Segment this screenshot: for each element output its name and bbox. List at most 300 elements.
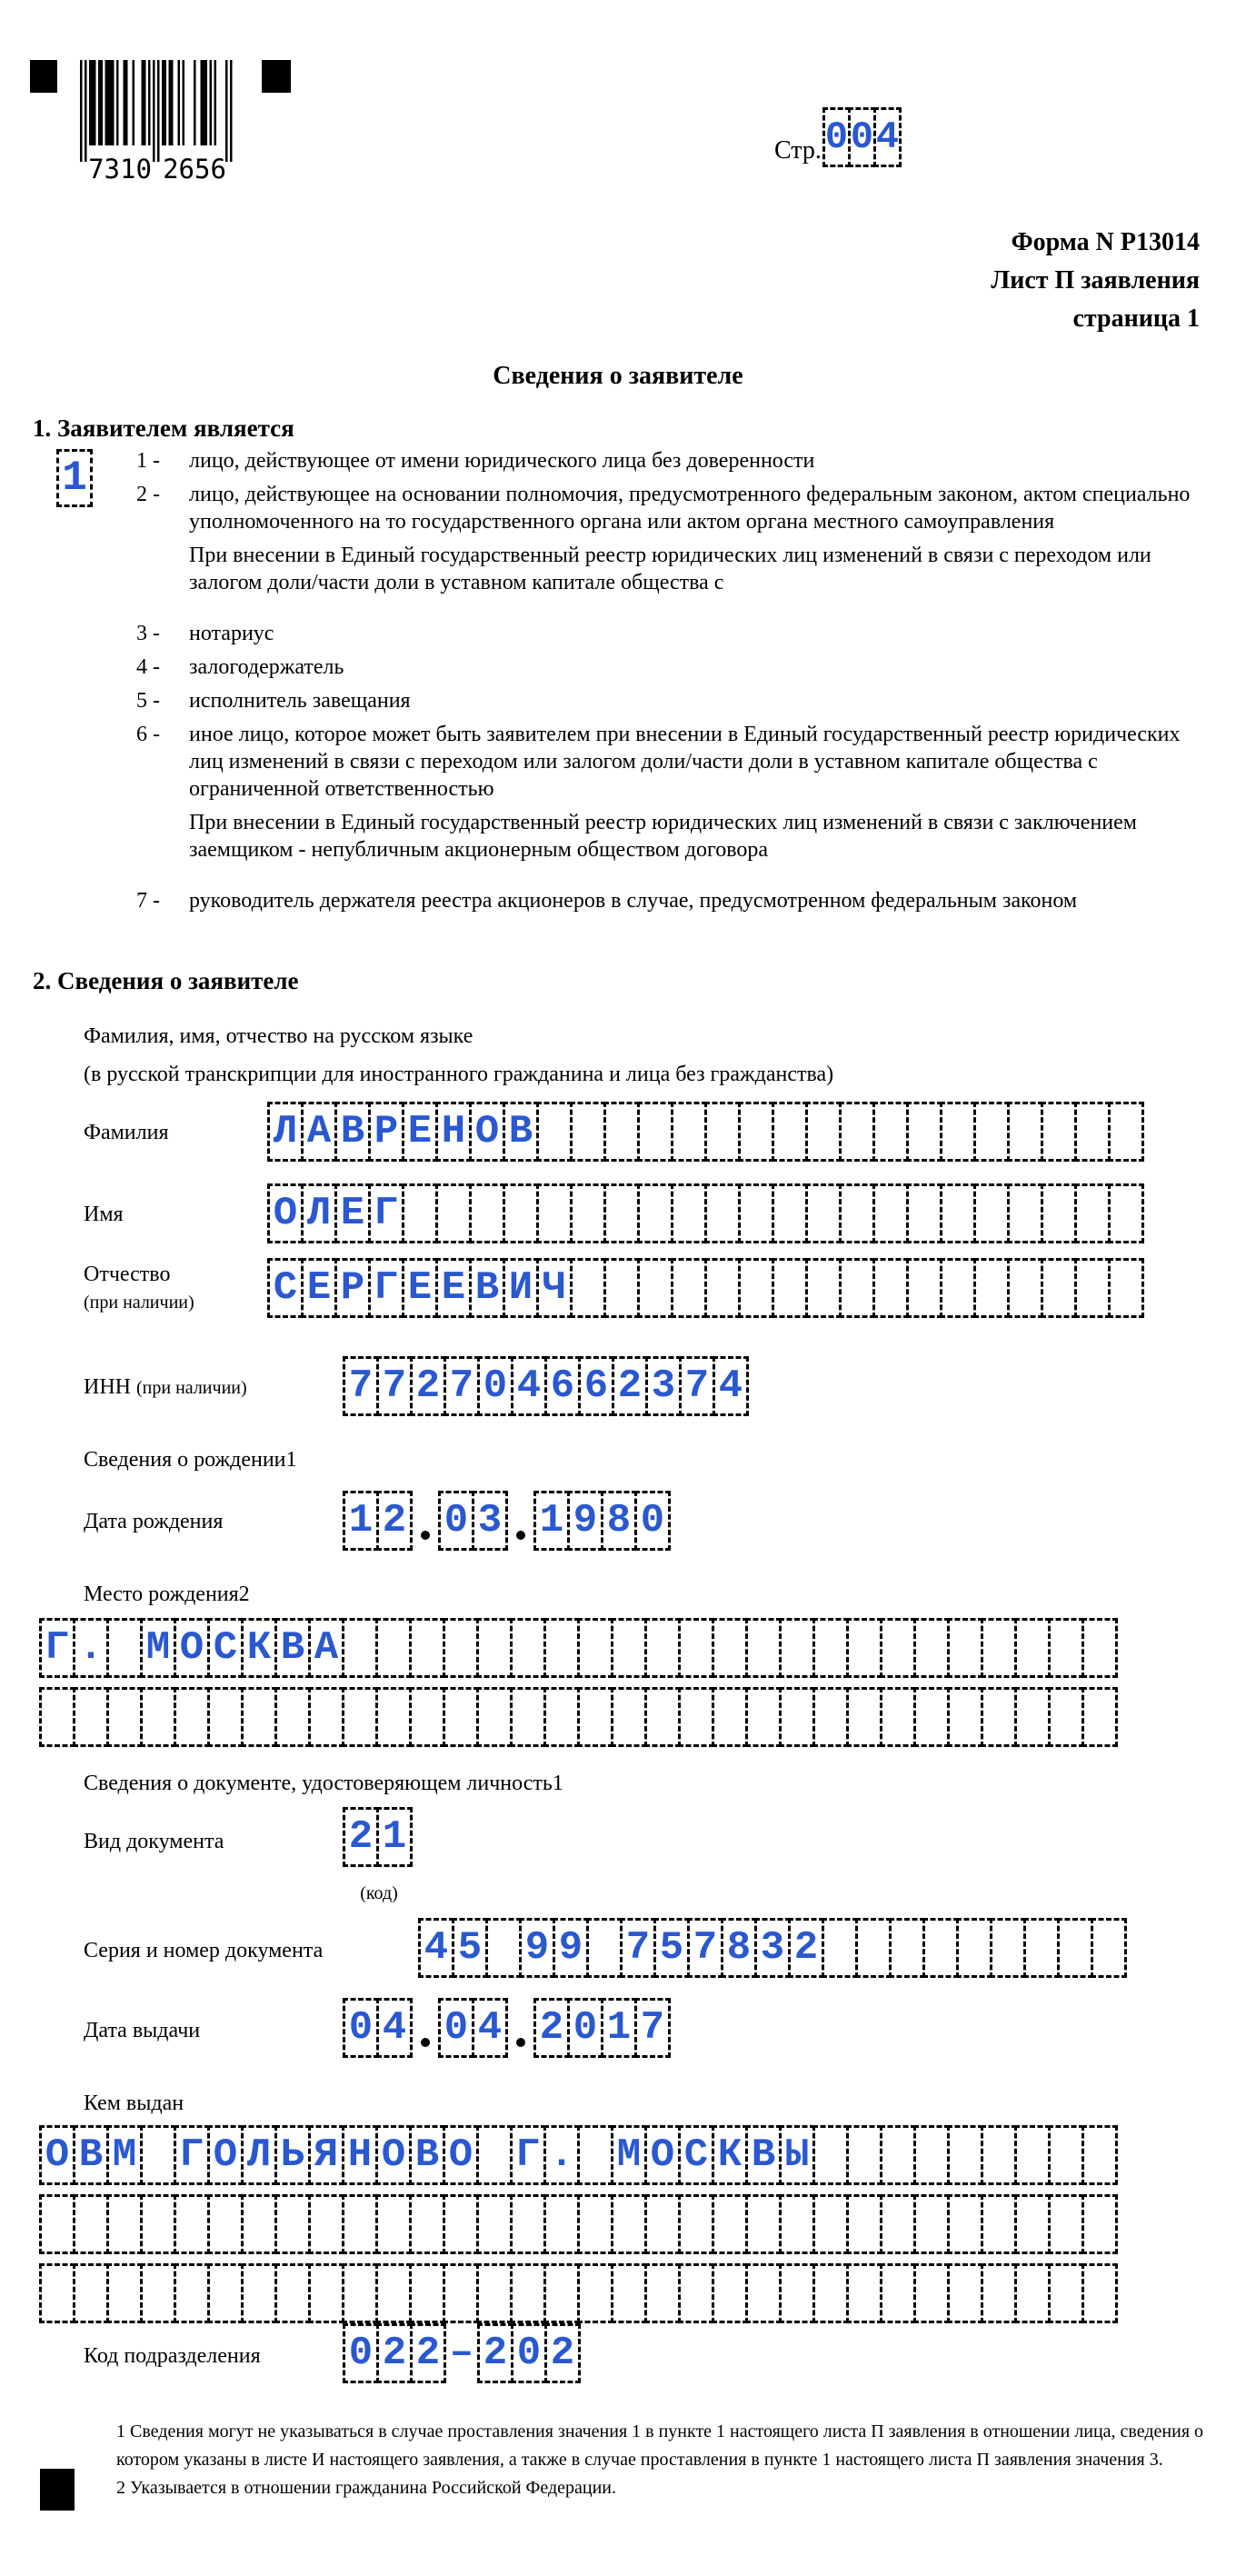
char-cell[interactable]: 3 (754, 1918, 791, 1978)
char-cell[interactable]: Е (402, 1258, 438, 1318)
char-cell[interactable] (913, 2263, 950, 2323)
char-cell[interactable] (1091, 1918, 1127, 1978)
char-cell[interactable] (1014, 2125, 1051, 2185)
char-cell[interactable]: 1 (376, 1807, 413, 1867)
char-cell[interactable]: М (106, 2125, 143, 2185)
char-cell[interactable] (1014, 1687, 1051, 1747)
patronymic-input[interactable] (267, 1258, 1144, 1318)
char-cell[interactable] (880, 2125, 916, 2185)
char-cell[interactable] (812, 1687, 849, 1747)
char-cell[interactable] (940, 1102, 976, 1162)
char-cell[interactable] (990, 1918, 1026, 1978)
char-cell[interactable]: 2 (410, 1356, 446, 1416)
char-cell[interactable] (140, 2263, 176, 2323)
char-cell[interactable]: 7 (376, 1356, 413, 1416)
char-cell[interactable] (106, 1618, 143, 1678)
char-cell[interactable]: 7 (620, 1918, 656, 1978)
char-cell[interactable]: 2 (533, 1998, 570, 2058)
char-cell[interactable] (1014, 2263, 1051, 2323)
char-cell[interactable] (812, 2194, 849, 2254)
char-cell[interactable]: О (443, 2125, 479, 2185)
char-cell[interactable] (846, 2194, 882, 2254)
char-cell[interactable] (745, 1687, 782, 1747)
char-cell[interactable]: Ч (536, 1258, 573, 1318)
char-cell[interactable]: 2 (376, 1491, 413, 1551)
char-cell[interactable]: В (745, 2125, 782, 2185)
char-cell[interactable] (611, 2194, 647, 2254)
char-cell[interactable] (476, 2125, 513, 2185)
char-cell[interactable] (704, 1258, 741, 1318)
char-cell[interactable] (140, 2194, 176, 2254)
char-cell[interactable] (1057, 1918, 1093, 1978)
char-cell[interactable] (1082, 1687, 1118, 1747)
char-cell[interactable] (805, 1102, 842, 1162)
char-cell[interactable]: Н (435, 1102, 472, 1162)
char-cell[interactable]: 2 (477, 2323, 513, 2383)
char-cell[interactable] (779, 2194, 815, 2254)
char-cell[interactable] (772, 1102, 808, 1162)
char-cell[interactable] (342, 1687, 378, 1747)
char-cell[interactable] (644, 2194, 681, 2254)
char-cell[interactable]: 9 (519, 1918, 555, 1978)
char-cell[interactable] (1014, 2194, 1051, 2254)
char-cell[interactable]: К (241, 1618, 277, 1678)
char-cell[interactable]: В (274, 1618, 311, 1678)
char-cell[interactable] (174, 2263, 210, 2323)
char-cell[interactable]: 6 (578, 1356, 614, 1416)
char-cell[interactable] (839, 1102, 875, 1162)
char-cell[interactable]: М (140, 1618, 176, 1678)
char-cell[interactable]: . (73, 1618, 109, 1678)
char-cell[interactable] (73, 1687, 109, 1747)
char-cell[interactable] (73, 2194, 109, 2254)
char-cell[interactable] (712, 2263, 748, 2323)
char-cell[interactable] (1108, 1102, 1144, 1162)
char-cell[interactable] (956, 1918, 992, 1978)
char-cell[interactable] (1014, 1618, 1051, 1678)
issue-year[interactable] (533, 1998, 671, 2058)
char-cell[interactable]: Г (368, 1258, 404, 1318)
char-cell[interactable]: 2 (376, 2323, 413, 2383)
char-cell[interactable]: 0 (343, 1998, 379, 2058)
char-cell[interactable] (947, 2194, 983, 2254)
char-cell[interactable]: Г (39, 1618, 75, 1678)
birth-month[interactable] (438, 1491, 508, 1551)
char-cell[interactable]: 4 (873, 107, 902, 167)
char-cell[interactable] (812, 2263, 849, 2323)
char-cell[interactable] (981, 2263, 1017, 2323)
char-cell[interactable]: В (334, 1102, 371, 1162)
char-cell[interactable] (880, 1687, 916, 1747)
char-cell[interactable]: Г (510, 2125, 546, 2185)
char-cell[interactable]: 0 (848, 107, 876, 167)
char-cell[interactable]: 9 (553, 1918, 589, 1978)
char-cell[interactable] (913, 2125, 950, 2185)
char-cell[interactable] (880, 2194, 916, 2254)
char-cell[interactable] (822, 1918, 858, 1978)
char-cell[interactable]: 4 (713, 1356, 749, 1416)
char-cell[interactable] (1048, 2125, 1084, 2185)
char-cell[interactable] (812, 2125, 849, 2185)
char-cell[interactable] (409, 2194, 445, 2254)
char-cell[interactable]: Г (368, 1183, 404, 1243)
char-cell[interactable] (1041, 1183, 1077, 1243)
char-cell[interactable] (342, 2194, 378, 2254)
birth-year[interactable] (533, 1491, 671, 1551)
char-cell[interactable] (611, 1618, 647, 1678)
char-cell[interactable]: 4 (418, 1918, 454, 1978)
char-cell[interactable]: В (409, 2125, 445, 2185)
char-cell[interactable] (981, 1618, 1017, 1678)
char-cell[interactable] (543, 1618, 580, 1678)
inn-input[interactable] (343, 1356, 749, 1416)
char-cell[interactable] (906, 1183, 942, 1243)
char-cell[interactable] (981, 2125, 1017, 2185)
char-cell[interactable] (947, 2263, 983, 2323)
char-cell[interactable] (712, 1687, 748, 1747)
char-cell[interactable]: 7 (343, 1356, 379, 1416)
char-cell[interactable] (880, 1618, 916, 1678)
char-cell[interactable]: 0 (567, 1998, 603, 2058)
char-cell[interactable]: 6 (544, 1356, 581, 1416)
char-cell[interactable]: 7 (679, 1356, 715, 1416)
char-cell[interactable] (1048, 2194, 1084, 2254)
char-cell[interactable]: 5 (452, 1918, 488, 1978)
char-cell[interactable] (342, 1618, 378, 1678)
char-cell[interactable] (543, 2263, 580, 2323)
char-cell[interactable]: 0 (511, 2323, 547, 2383)
char-cell[interactable] (402, 1183, 438, 1243)
char-cell[interactable] (855, 1918, 892, 1978)
char-cell[interactable]: О (207, 2125, 244, 2185)
char-cell[interactable] (375, 1618, 412, 1678)
char-cell[interactable]: Я (308, 2125, 344, 2185)
char-cell[interactable] (510, 2263, 546, 2323)
char-cell[interactable]: С (207, 1618, 244, 1678)
char-cell[interactable] (611, 1687, 647, 1747)
char-cell[interactable] (375, 2263, 412, 2323)
dept-code-part1[interactable] (343, 2323, 446, 2383)
char-cell[interactable] (1041, 1258, 1077, 1318)
char-cell[interactable] (678, 1687, 714, 1747)
char-cell[interactable] (510, 1687, 546, 1747)
char-cell[interactable]: 0 (634, 1491, 671, 1551)
char-cell[interactable] (872, 1258, 909, 1318)
char-cell[interactable] (637, 1183, 673, 1243)
char-cell[interactable] (738, 1102, 774, 1162)
char-cell[interactable] (1007, 1102, 1043, 1162)
char-cell[interactable] (207, 1687, 244, 1747)
char-cell[interactable]: О (267, 1183, 304, 1243)
char-cell[interactable]: 1 (343, 1491, 379, 1551)
issue-day[interactable] (343, 1998, 413, 2058)
char-cell[interactable] (570, 1102, 606, 1162)
char-cell[interactable] (577, 1618, 613, 1678)
char-cell[interactable]: 2 (788, 1918, 824, 1978)
char-cell[interactable] (981, 2194, 1017, 2254)
char-cell[interactable] (772, 1258, 808, 1318)
char-cell[interactable] (671, 1102, 707, 1162)
char-cell[interactable]: Е (334, 1183, 371, 1243)
char-cell[interactable]: 4 (376, 1998, 413, 2058)
char-cell[interactable] (772, 1183, 808, 1243)
char-cell[interactable]: С (267, 1258, 304, 1318)
char-cell[interactable] (1108, 1183, 1144, 1243)
char-cell[interactable] (308, 2194, 344, 2254)
char-cell[interactable] (586, 1918, 623, 1978)
char-cell[interactable] (39, 2263, 75, 2323)
char-cell[interactable] (745, 2194, 782, 2254)
char-cell[interactable]: 2 (612, 1356, 648, 1416)
char-cell[interactable] (872, 1183, 909, 1243)
char-cell[interactable] (839, 1183, 875, 1243)
char-cell[interactable] (274, 2263, 311, 2323)
char-cell[interactable] (644, 1618, 681, 1678)
char-cell[interactable] (611, 2263, 647, 2323)
char-cell[interactable] (274, 1687, 311, 1747)
char-cell[interactable] (973, 1183, 1010, 1243)
char-cell[interactable] (570, 1258, 606, 1318)
char-cell[interactable] (880, 2263, 916, 2323)
char-cell[interactable] (779, 2263, 815, 2323)
char-cell[interactable] (39, 2194, 75, 2254)
char-cell[interactable] (207, 2194, 244, 2254)
char-cell[interactable] (1074, 1102, 1111, 1162)
char-cell[interactable]: Е (402, 1102, 438, 1162)
char-cell[interactable] (805, 1183, 842, 1243)
issue-month[interactable] (438, 1998, 508, 2058)
char-cell[interactable] (839, 1258, 875, 1318)
char-cell[interactable] (476, 2263, 513, 2323)
char-cell[interactable] (738, 1183, 774, 1243)
birth-day[interactable] (343, 1491, 413, 1551)
char-cell[interactable]: 0 (822, 107, 851, 167)
char-cell[interactable]: 3 (472, 1491, 508, 1551)
char-cell[interactable] (1082, 2194, 1118, 2254)
char-cell[interactable] (846, 2125, 882, 2185)
dept-code-part2[interactable] (477, 2323, 581, 2383)
char-cell[interactable] (308, 1687, 344, 1747)
char-cell[interactable]: 7 (687, 1918, 723, 1978)
char-cell[interactable]: Н (342, 2125, 378, 2185)
char-cell[interactable]: Л (301, 1183, 337, 1243)
char-cell[interactable]: 0 (438, 1998, 474, 2058)
char-cell[interactable]: А (301, 1102, 337, 1162)
char-cell[interactable]: М (611, 2125, 647, 2185)
char-cell[interactable] (671, 1258, 707, 1318)
page-number-cells[interactable] (822, 107, 902, 167)
birth-place-input-row1[interactable] (39, 1618, 1118, 1678)
char-cell[interactable] (644, 1687, 681, 1747)
char-cell[interactable] (106, 2194, 143, 2254)
char-cell[interactable] (1007, 1183, 1043, 1243)
char-cell[interactable] (906, 1258, 942, 1318)
char-cell[interactable]: О (39, 2125, 75, 2185)
birth-place-input-row2[interactable] (39, 1687, 1118, 1747)
char-cell[interactable] (1082, 1618, 1118, 1678)
char-cell[interactable] (671, 1183, 707, 1243)
char-cell[interactable] (106, 2263, 143, 2323)
char-cell[interactable] (503, 1183, 539, 1243)
char-cell[interactable] (207, 2263, 244, 2323)
char-cell[interactable] (443, 2263, 479, 2323)
char-cell[interactable] (889, 1918, 925, 1978)
char-cell[interactable] (485, 1918, 522, 1978)
char-cell[interactable]: О (469, 1102, 505, 1162)
char-cell[interactable] (443, 1618, 479, 1678)
char-cell[interactable]: О (174, 1618, 210, 1678)
char-cell[interactable] (947, 1618, 983, 1678)
char-cell[interactable] (375, 1687, 412, 1747)
char-cell[interactable] (241, 2263, 277, 2323)
char-cell[interactable]: Л (267, 1102, 304, 1162)
char-cell[interactable] (1082, 2125, 1118, 2185)
char-cell[interactable] (872, 1102, 909, 1162)
issued-by-input-row1[interactable] (39, 2125, 1118, 2185)
char-cell[interactable] (443, 1687, 479, 1747)
char-cell[interactable]: Р (334, 1258, 371, 1318)
char-cell[interactable] (745, 1618, 782, 1678)
char-cell[interactable] (1048, 2263, 1084, 2323)
char-cell[interactable] (1082, 2263, 1118, 2323)
char-cell[interactable]: И (503, 1258, 539, 1318)
char-cell[interactable] (409, 1687, 445, 1747)
char-cell[interactable] (603, 1183, 640, 1243)
char-cell[interactable] (603, 1258, 640, 1318)
char-cell[interactable]: Р (368, 1102, 404, 1162)
char-cell[interactable] (913, 1618, 950, 1678)
char-cell[interactable] (644, 2263, 681, 2323)
char-cell[interactable] (846, 1687, 882, 1747)
char-cell[interactable]: 8 (601, 1491, 637, 1551)
char-cell[interactable] (476, 1687, 513, 1747)
char-cell[interactable] (409, 1618, 445, 1678)
char-cell[interactable] (981, 1687, 1017, 1747)
char-cell[interactable]: 2 (343, 1807, 379, 1867)
char-cell[interactable]: О (644, 2125, 681, 2185)
char-cell[interactable] (973, 1102, 1010, 1162)
char-cell[interactable] (913, 1687, 950, 1747)
char-cell[interactable] (940, 1183, 976, 1243)
doc-type-input[interactable] (343, 1807, 413, 1867)
char-cell[interactable] (435, 1183, 472, 1243)
char-cell[interactable] (510, 1618, 546, 1678)
char-cell[interactable] (241, 1687, 277, 1747)
char-cell[interactable]: 5 (653, 1918, 690, 1978)
char-cell[interactable] (543, 2194, 580, 2254)
char-cell[interactable] (637, 1102, 673, 1162)
char-cell[interactable] (1108, 1258, 1144, 1318)
char-cell[interactable] (1048, 1687, 1084, 1747)
char-cell[interactable] (577, 2194, 613, 2254)
char-cell[interactable] (913, 2194, 950, 2254)
char-cell[interactable]: А (308, 1618, 344, 1678)
char-cell[interactable] (174, 2194, 210, 2254)
char-cell[interactable]: В (73, 2125, 109, 2185)
char-cell[interactable]: 2 (410, 2323, 446, 2383)
char-cell[interactable]: 0 (343, 2323, 379, 2383)
char-cell[interactable]: Л (241, 2125, 277, 2185)
char-cell[interactable]: В (469, 1258, 505, 1318)
char-cell[interactable] (577, 1687, 613, 1747)
char-cell[interactable] (476, 1618, 513, 1678)
char-cell[interactable] (805, 1258, 842, 1318)
char-cell[interactable] (940, 1258, 976, 1318)
char-cell[interactable] (637, 1258, 673, 1318)
char-cell[interactable]: К (712, 2125, 748, 2185)
char-cell[interactable]: С (678, 2125, 714, 2185)
char-cell[interactable] (274, 2194, 311, 2254)
char-cell[interactable]: Ь (274, 2125, 311, 2185)
char-cell[interactable] (536, 1183, 573, 1243)
name-input[interactable] (267, 1183, 1144, 1243)
char-cell[interactable] (812, 1618, 849, 1678)
char-cell[interactable]: 2 (544, 2323, 581, 2383)
char-cell[interactable] (1074, 1183, 1111, 1243)
char-cell[interactable]: 0 (438, 1491, 474, 1551)
char-cell[interactable] (779, 1687, 815, 1747)
char-cell[interactable]: 7 (634, 1998, 671, 2058)
char-cell[interactable] (375, 2194, 412, 2254)
char-cell[interactable]: 4 (472, 1998, 508, 2058)
char-cell[interactable]: 1 (533, 1491, 570, 1551)
char-cell[interactable]: 1 (56, 449, 93, 507)
char-cell[interactable] (738, 1258, 774, 1318)
char-cell[interactable] (704, 1102, 741, 1162)
char-cell[interactable] (73, 2263, 109, 2323)
char-cell[interactable] (577, 2263, 613, 2323)
char-cell[interactable]: О (375, 2125, 412, 2185)
char-cell[interactable] (342, 2263, 378, 2323)
surname-input[interactable] (267, 1102, 1144, 1162)
char-cell[interactable] (577, 2125, 613, 2185)
char-cell[interactable] (973, 1258, 1010, 1318)
char-cell[interactable] (678, 2194, 714, 2254)
char-cell[interactable] (779, 1618, 815, 1678)
char-cell[interactable] (846, 2263, 882, 2323)
char-cell[interactable] (241, 2194, 277, 2254)
char-cell[interactable] (476, 2194, 513, 2254)
char-cell[interactable] (1041, 1102, 1077, 1162)
char-cell[interactable] (174, 1687, 210, 1747)
char-cell[interactable]: Е (435, 1258, 472, 1318)
char-cell[interactable] (704, 1183, 741, 1243)
doc-number-input[interactable] (418, 1918, 1127, 1978)
char-cell[interactable] (106, 1687, 143, 1747)
char-cell[interactable] (140, 2125, 176, 2185)
char-cell[interactable]: Е (301, 1258, 337, 1318)
char-cell[interactable] (906, 1102, 942, 1162)
char-cell[interactable] (846, 1618, 882, 1678)
char-cell[interactable] (603, 1102, 640, 1162)
char-cell[interactable] (1048, 1618, 1084, 1678)
char-cell[interactable] (443, 2194, 479, 2254)
char-cell[interactable] (947, 1687, 983, 1747)
applicant-type-input[interactable] (56, 449, 93, 507)
char-cell[interactable] (39, 1687, 75, 1747)
char-cell[interactable] (678, 2263, 714, 2323)
char-cell[interactable] (543, 1687, 580, 1747)
issued-by-input-row3[interactable] (39, 2263, 1118, 2323)
char-cell[interactable] (469, 1183, 505, 1243)
char-cell[interactable] (409, 2263, 445, 2323)
char-cell[interactable]: 4 (511, 1356, 547, 1416)
char-cell[interactable] (1007, 1258, 1043, 1318)
char-cell[interactable] (712, 2194, 748, 2254)
char-cell[interactable]: 9 (567, 1491, 603, 1551)
char-cell[interactable]: 8 (721, 1918, 757, 1978)
char-cell[interactable] (947, 2125, 983, 2185)
